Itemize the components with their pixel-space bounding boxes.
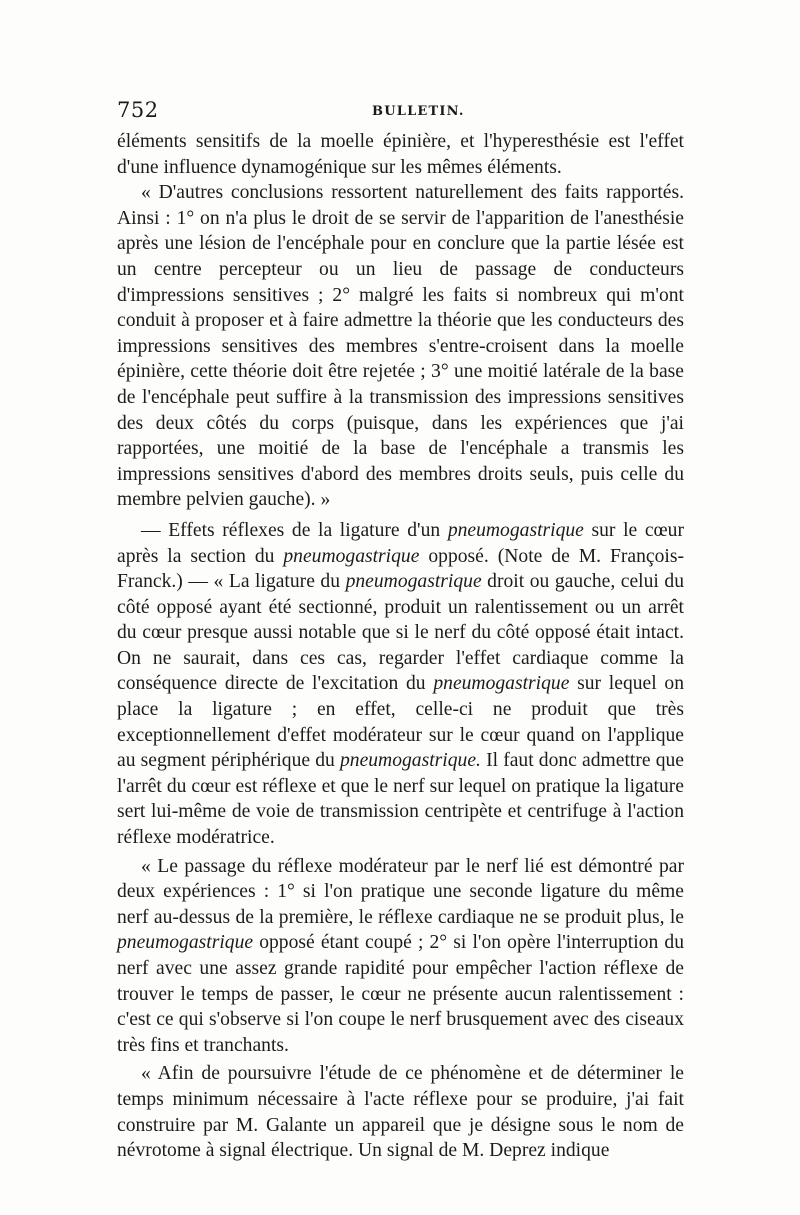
body-text — [117, 129, 684, 1164]
text-run: opposé étant coupé ; 2° si l'on opère l'interruption du nerf avec une assez grande rapidité pour empêcher l'action réflexe de trouver le temps de passer, le cœur ne présente aucun ralentissement : c'est ce qui s'observe si l'on coupe le nerf brusquement avec des ciseaux très fins et tranchants. — [117, 932, 684, 1056]
text-run: « Le passage du réflexe modérateur par le nerf lié est démontré par deux expériences : 1° si l'on pratique une seconde ligature du même nerf au-dessus de la première, le réflexe cardiaque ne se produit plus, le — [117, 855, 684, 928]
italic-term: pneumogastrique — [345, 571, 482, 593]
text-run: droit ou gauche, celui du côté opposé ayant été sectionné, produit un ralentissement ou un arrêt du cœur presque aussi notable que si le nerf du côté opposé était intact. On ne saurait, dans ces cas, regarder l'effet cardiaque comme la conséquence directe de l'excitation du — [117, 571, 684, 695]
italic-term: pneumogastrique. — [339, 750, 481, 772]
italic-term: pneumogastrique — [117, 932, 254, 954]
paragraph-1: éléments sensitifs de la moelle épinière, et l'hyperesthésie est l'effet d'une influence dynamogénique sur les mêmes éléments. — [117, 131, 684, 178]
text-run: sur lequel on place la ligature ; en effet, celle-ci ne produit que très exceptionnellement d'effet modérateur sur le cœur quand on l'applique au segment périphérique du — [117, 673, 684, 772]
page-header — [117, 98, 687, 126]
running-title: BULLETIN. — [372, 104, 465, 119]
paragraph-5: « Afin de poursuivre l'étude de ce phénomène et de déterminer le temps minimum nécessaire à l'acte réflexe pour se produire, j'ai fait construire par M. Galante un appareil que je désigne sous le nom de névrotome à signal électrique. Un signal de M. Deprez indique — [117, 1063, 684, 1162]
paragraph-4 — [117, 854, 684, 1059]
italic-term: pneumogastrique — [283, 545, 420, 567]
paragraph-2: « D'autres conclusions ressortent naturellement des faits rapportés. Ainsi : 1° on n'a plus le droit de se servir de l'apparition de l'anesthésie après une lésion de l'encéphale pour en conclure que la partie lésée est un centre percepteur ou un lieu de passage de conducteurs d'impressions sensitives ; 2° malgré les faits si nombreux qui m'ont conduit à proposer et à faire admettre la théorie que les conducteurs des impressions sensitives des membres s'entre-croisent dans la moelle épinière, cette théorie doit être rejetée ; 3° une moitié latérale de la base de l'encéphale peut suffire à la transmission des impressions sensitives des deux côtés du corps (puisque, dans les expériences que j'ai rapportées, une moitié de la base de l'encéphale a transmis les impressions sensitives d'abord des membres droits seuls, puis celle du membre pelvien gauche). » — [117, 182, 684, 511]
text-run: — Effets réflexes de la ligature d'un — [141, 519, 448, 541]
italic-term: pneumogastrique — [447, 519, 584, 541]
paragraph-3-note — [117, 518, 684, 851]
text-run: Il faut donc admettre que l'arrêt du cœur est réflexe et que le nerf sur lequel on pratique la ligature sert lui-même de voie de transmission centripète et centrifuge à l'action réflexe modératrice. — [117, 750, 684, 849]
page-number: 752 — [117, 98, 159, 122]
italic-term: pneumogastrique — [433, 673, 570, 695]
text-run: sur le cœur après la section du — [117, 519, 685, 567]
text-run: opposé. (Note de M. François-Franck.) — « La ligature du — [117, 545, 684, 593]
